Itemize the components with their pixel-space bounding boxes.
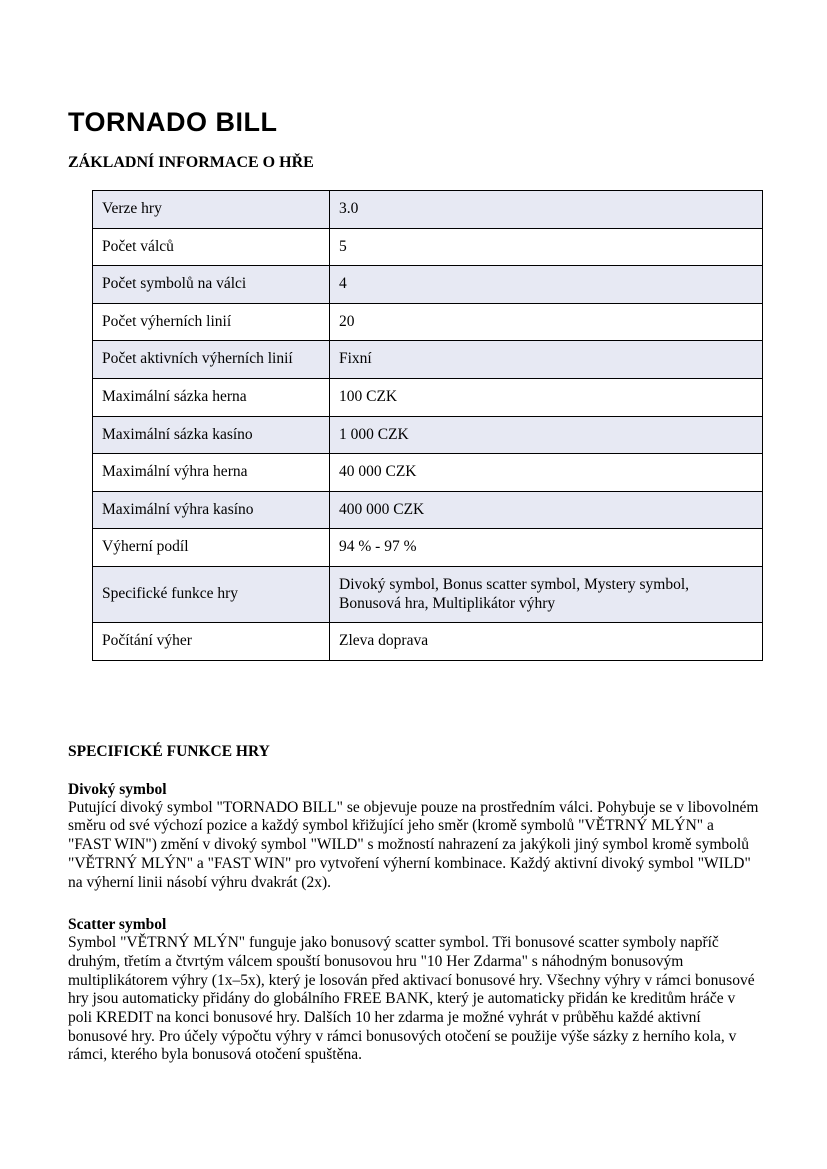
row-value: 100 CZK xyxy=(330,378,763,416)
row-value: 1 000 CZK xyxy=(330,416,763,454)
table-row xyxy=(93,341,763,379)
row-label: Počet výherních linií xyxy=(93,303,330,341)
row-label: Počet symbolů na válci xyxy=(93,266,330,304)
row-label: Maximální výhra kasíno xyxy=(93,491,330,529)
row-value: 94 % - 97 % xyxy=(330,529,763,567)
scatter-symbol-heading: Scatter symbol xyxy=(68,916,167,934)
table-row xyxy=(93,454,763,492)
row-label: Maximální sázka herna xyxy=(93,378,330,416)
specific-functions-heading: SPECIFICKÉ FUNKCE HRY xyxy=(68,742,270,760)
table-row xyxy=(93,491,763,529)
row-value: 40 000 CZK xyxy=(330,454,763,492)
row-label: Počet válců xyxy=(93,228,330,266)
row-value: Divoký symbol, Bonus scatter symbol, Mystery symbol, Bonusová hra, Multiplikátor výhry xyxy=(330,566,763,622)
table-row xyxy=(93,228,763,266)
row-label: Maximální sázka kasíno xyxy=(93,416,330,454)
table-row xyxy=(93,266,763,304)
row-value: Fixní xyxy=(330,341,763,379)
row-value: 3.0 xyxy=(330,191,763,229)
row-value: 5 xyxy=(330,228,763,266)
row-label: Specifické funkce hry xyxy=(93,566,330,622)
table-row xyxy=(93,191,763,229)
wild-symbol-heading: Divoký symbol xyxy=(68,780,167,798)
table-row xyxy=(93,378,763,416)
scatter-symbol-paragraph: Symbol "VĚTRNÝ MLÝN" funguje jako bonusový scatter symbol. Tři bonusové scatter symboly napříč druhým, třetím a čtvrtým válcem spouští bonusovou hru "10 Her Zdarma" s náhodným bonusovým multiplikátorem výhry (1x–5x), který je losován před aktivací bonusové hry. Všechny výhry v rámci bonusové hry jsou automaticky přidány do globálního FREE BANK, který je automaticky přidán ke kreditům hráče v poli KREDIT na konci bonusové hry. Dalších 10 her zdarma je možné vyhrát v průběhu každé aktivní bonusové hry. Pro účely výpočtu výhry v rámci bonusových otočení se použije výše sázky z herního kola, v rámci, kterého byla bonusová otočení spuštěna. xyxy=(68,934,755,1064)
wild-symbol-paragraph: Putující divoký symbol "TORNADO BILL" se objevuje pouze na prostředním válci. Pohybuje se v libovolném směru od své výchozí pozice a každý symbol křižující jeho směr (kromě symbolů "VĚTRNÝ MLÝN" a "FAST WIN") změní v divoký symbol "WILD" s možností nahrazení za jakýkoli jiný symbol kromě symbolů "VĚTRNÝ MLÝN" a "FAST WIN" pro vytvoření výherní kombinace. Každý aktivní divoký symbol "WILD" na výherní linii násobí výhru dvakrát (2x). xyxy=(68,798,759,891)
table-row xyxy=(93,416,763,454)
table-row xyxy=(93,529,763,567)
table-row xyxy=(93,623,763,661)
table-row xyxy=(93,303,763,341)
row-value: Zleva doprava xyxy=(330,623,763,661)
game-info-table xyxy=(92,190,763,661)
row-value: 20 xyxy=(330,303,763,341)
table-row xyxy=(93,566,763,622)
row-value: 400 000 CZK xyxy=(330,491,763,529)
row-value: 4 xyxy=(330,266,763,304)
row-label: Výherní podíl xyxy=(93,529,330,567)
row-label: Maximální výhra herna xyxy=(93,454,330,492)
page-title: TORNADO BILL xyxy=(68,107,278,137)
row-label: Počet aktivních výherních linií xyxy=(93,341,330,379)
row-label: Počítání výher xyxy=(93,623,330,661)
basic-info-heading: ZÁKLADNÍ INFORMACE O HŘE xyxy=(68,154,314,171)
row-label: Verze hry xyxy=(93,191,330,229)
